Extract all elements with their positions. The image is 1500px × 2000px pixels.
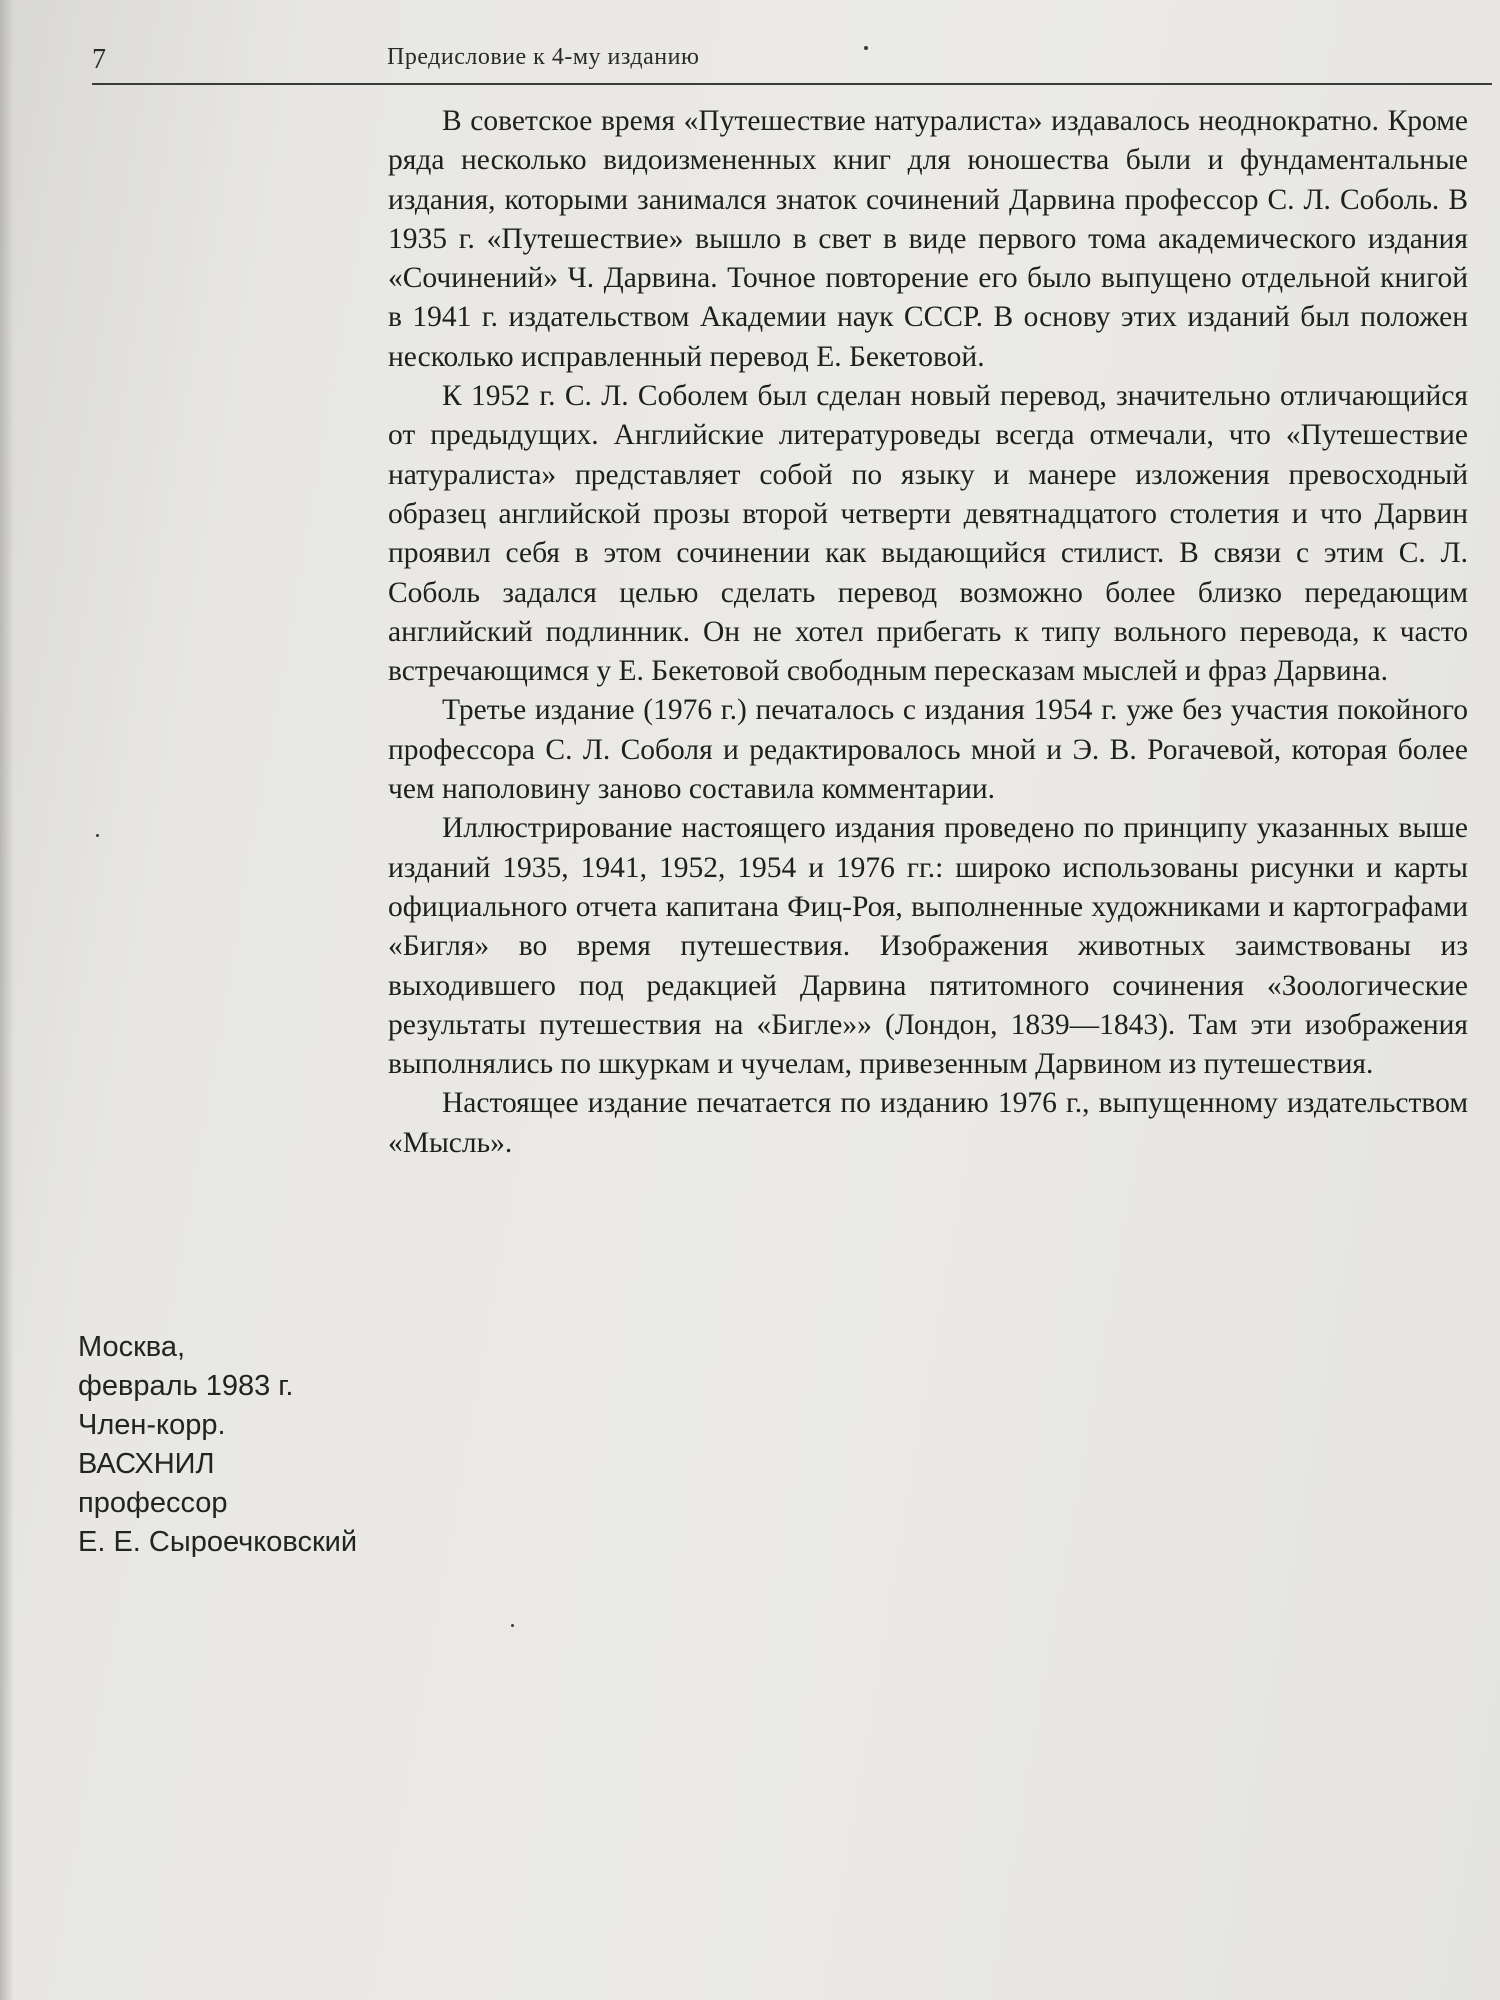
signature-title: профессор xyxy=(78,1487,228,1519)
paragraph: Настоящее издание печатается по изданию 1976 г., выпущенному издательством «Мысль». xyxy=(388,1087,1468,1159)
signature-title: Член-корр. xyxy=(78,1409,226,1441)
body-text xyxy=(388,102,1468,1163)
print-speck xyxy=(96,834,99,837)
signature-city: Москва, xyxy=(78,1331,186,1363)
signature-date: февраль 1983 г. xyxy=(78,1370,294,1402)
section-title: Предисловие к 4-му изданию xyxy=(387,44,700,70)
signature-title: ВАСХНИЛ xyxy=(78,1448,215,1480)
page-number: 7 xyxy=(92,44,106,75)
print-speck xyxy=(511,1624,514,1627)
paragraph: К 1952 г. С. Л. Соболем был сделан новый перевод, значительно отличающийся от предыдущих. Английские литературоведы всегда отмечали, что «Путешествие натуралиста» представляет собой по языку и манере изложения превосходный образец английской прозы второй четверти девятнадцатого столетия и что Дарвин проявил себя в этом сочинении как выдающийся стилист. В связи с этим С. Л. Соболь задался целью сделать перевод возможно более близко передающим английский подлинник. Он не хотел прибегать к типу вольного перевода, к часто встречающимся у Е. Бекетовой свободным пересказам мыслей и фраз Дарвина. xyxy=(388,380,1468,688)
paragraph: В советское время «Путешествие натуралиста» издавалось неоднократно. Кроме ряда несколько видоизмененных книг для юношества были и фундаментальные издания, которыми занимался знаток сочинений Дарвина профессор С. Л. Соболь. В 1935 г. «Путешествие» вышло в свет в виде первого тома академического издания «Сочинений» Ч. Дарвина. Точное повторение его было выпущено отдельной книгой в 1941 г. издательством Академии наук СССР. В основу этих изданий был положен несколько исправленный перевод Е. Бекетовой. xyxy=(388,105,1468,373)
signature-block xyxy=(78,1328,458,1562)
paragraph: Иллюстрирование настоящего издания проведено по принципу указанных выше изданий 1935, 1941, 1952, 1954 и 1976 гг.: широко использованы рисунки и карты официального отчета капитана Фиц-Роя, выполненные художниками и картографами «Бигля» во время путешествия. Изображения животных заимствованы из выходившего под редакцией Дарвина пятитомного сочинения «Зоологические результаты путешествия на «Бигле»» (Лондон, 1839—1843). Там эти изображения выполнялись по шкуркам и чучелам, привезенным Дарвином из путешествия. xyxy=(388,812,1468,1081)
header-rule xyxy=(92,83,1492,85)
signature-name: Е. Е. Сыроечковский xyxy=(78,1526,358,1558)
paragraph: Третье издание (1976 г.) печаталось с издания 1954 г. уже без участия покойного профессора С. Л. Соболя и редактировалось мной и Э. В. Рогачевой, которая более чем наполовину заново составила комментарии. xyxy=(388,694,1468,806)
running-head xyxy=(92,38,1492,78)
page-gutter-shadow xyxy=(0,0,14,2000)
print-speck xyxy=(864,46,868,50)
